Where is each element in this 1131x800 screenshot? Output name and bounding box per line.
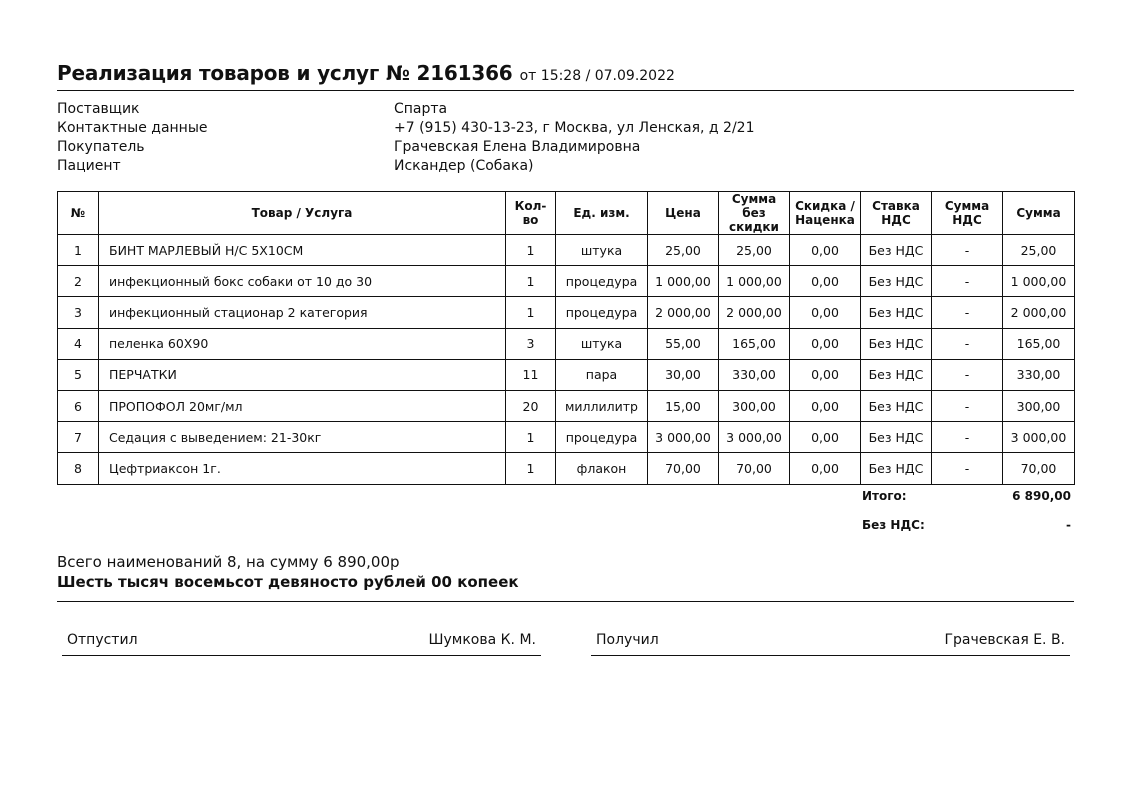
cell-total: 3 000,00 (1003, 422, 1075, 453)
received-signature (591, 632, 1070, 656)
col-header-quantity: Кол-во (506, 192, 556, 235)
cell-discount: 0,00 (790, 328, 861, 359)
cell-price: 30,00 (648, 359, 719, 390)
col-header-vat-rate: Ставка НДС (861, 192, 932, 235)
cell-total: 330,00 (1003, 359, 1075, 390)
cell-discount: 0,00 (790, 422, 861, 453)
cell-number: 4 (58, 328, 99, 359)
table-row (58, 390, 1075, 421)
cell-vat-rate: Без НДС (861, 453, 932, 484)
cell-vat-rate: Без НДС (861, 235, 932, 266)
contacts-value: +7 (915) 430-13-23, г Москва, ул Ленская, д 2/21 (394, 120, 755, 136)
document-header (57, 61, 1074, 91)
cell-quantity: 1 (506, 297, 556, 328)
cell-quantity: 3 (506, 328, 556, 359)
table-row (58, 328, 1075, 359)
cell-item: инфекционный бокс собаки от 10 до 30 (99, 266, 506, 297)
cell-total: 300,00 (1003, 390, 1075, 421)
cell-discount: 0,00 (790, 390, 861, 421)
cell-quantity: 1 (506, 235, 556, 266)
info-row-contacts (57, 119, 1074, 138)
cell-subtotal: 3 000,00 (719, 422, 790, 453)
cell-item: БИНТ МАРЛЕВЫЙ Н/С 5Х10СМ (99, 235, 506, 266)
items-table (57, 191, 1075, 485)
info-row-supplier (57, 100, 1074, 119)
cell-unit: процедура (556, 297, 648, 328)
cell-vat-amount: - (932, 328, 1003, 359)
cell-item: пеленка 60Х90 (99, 328, 506, 359)
cell-quantity: 11 (506, 359, 556, 390)
summary-amount-words: Шесть тысяч восемьсот девяносто рублей 00 копеек (57, 573, 519, 591)
patient-value: Искандер (Собака) (394, 158, 534, 174)
table-row (58, 266, 1075, 297)
cell-item: ПЕРЧАТКИ (99, 359, 506, 390)
cell-unit: процедура (556, 422, 648, 453)
info-block (57, 100, 1074, 176)
cell-unit: штука (556, 328, 648, 359)
cell-price: 3 000,00 (648, 422, 719, 453)
cell-subtotal: 330,00 (719, 359, 790, 390)
cell-number: 7 (58, 422, 99, 453)
cell-number: 6 (58, 390, 99, 421)
cell-item: Цефтриаксон 1г. (99, 453, 506, 484)
col-header-total: Сумма (1003, 192, 1075, 235)
summary-block (57, 552, 1074, 593)
table-row (58, 453, 1075, 484)
cell-vat-amount: - (932, 453, 1003, 484)
col-header-subtotal: Сумма без скидки (719, 192, 790, 235)
cell-unit: пара (556, 359, 648, 390)
cell-quantity: 20 (506, 390, 556, 421)
document-title: Реализация товаров и услуг № 2161366 (57, 61, 513, 85)
summary-count: Всего наименований 8, на сумму 6 890,00р (57, 553, 400, 571)
cell-discount: 0,00 (790, 359, 861, 390)
cell-vat-rate: Без НДС (861, 328, 932, 359)
cell-price: 2 000,00 (648, 297, 719, 328)
col-header-vat-amount: Сумма НДС (932, 192, 1003, 235)
cell-subtotal: 300,00 (719, 390, 790, 421)
cell-number: 2 (58, 266, 99, 297)
cell-vat-amount: - (932, 422, 1003, 453)
vat-total-label: Без НДС: (862, 518, 925, 532)
info-row-patient (57, 157, 1074, 176)
total-label: Итого: (862, 489, 907, 503)
released-signature (62, 632, 541, 656)
cell-vat-amount: - (932, 297, 1003, 328)
released-name: Шумкова К. М. (428, 632, 536, 648)
cell-number: 5 (58, 359, 99, 390)
cell-number: 8 (58, 453, 99, 484)
received-label: Получил (596, 632, 659, 648)
summary-divider (57, 601, 1074, 602)
buyer-value: Грачевская Елена Владимировна (394, 139, 641, 155)
table-row (58, 297, 1075, 328)
cell-price: 70,00 (648, 453, 719, 484)
cell-number: 1 (58, 235, 99, 266)
cell-discount: 0,00 (790, 235, 861, 266)
cell-vat-rate: Без НДС (861, 297, 932, 328)
table-header-row (58, 192, 1075, 235)
cell-price: 15,00 (648, 390, 719, 421)
cell-price: 55,00 (648, 328, 719, 359)
patient-label: Пациент (57, 158, 121, 174)
col-header-number: № (58, 192, 99, 235)
table-row (58, 359, 1075, 390)
cell-total: 165,00 (1003, 328, 1075, 359)
cell-unit: процедура (556, 266, 648, 297)
supplier-label: Поставщик (57, 101, 140, 117)
total-value: 6 890,00 (1012, 489, 1071, 503)
contacts-label: Контактные данные (57, 120, 208, 136)
cell-unit: флакон (556, 453, 648, 484)
cell-vat-rate: Без НДС (861, 266, 932, 297)
cell-subtotal: 2 000,00 (719, 297, 790, 328)
cell-subtotal: 1 000,00 (719, 266, 790, 297)
released-label: Отпустил (67, 632, 138, 648)
cell-discount: 0,00 (790, 297, 861, 328)
cell-unit: миллилитр (556, 390, 648, 421)
cell-vat-amount: - (932, 359, 1003, 390)
cell-item: инфекционный стационар 2 категория (99, 297, 506, 328)
cell-quantity: 1 (506, 422, 556, 453)
cell-price: 1 000,00 (648, 266, 719, 297)
cell-discount: 0,00 (790, 453, 861, 484)
vat-total-value: - (1066, 518, 1071, 532)
table-row (58, 422, 1075, 453)
info-row-buyer (57, 138, 1074, 157)
cell-vat-rate: Без НДС (861, 390, 932, 421)
cell-unit: штука (556, 235, 648, 266)
cell-item: ПРОПОФОЛ 20мг/мл (99, 390, 506, 421)
cell-vat-amount: - (932, 235, 1003, 266)
cell-price: 25,00 (648, 235, 719, 266)
cell-subtotal: 70,00 (719, 453, 790, 484)
cell-vat-amount: - (932, 390, 1003, 421)
col-header-discount: Скидка / Наценка (790, 192, 861, 235)
cell-total: 25,00 (1003, 235, 1075, 266)
cell-vat-rate: Без НДС (861, 422, 932, 453)
cell-item: Седация с выведением: 21-30кг (99, 422, 506, 453)
cell-number: 3 (58, 297, 99, 328)
buyer-label: Покупатель (57, 139, 145, 155)
cell-vat-amount: - (932, 266, 1003, 297)
cell-total: 70,00 (1003, 453, 1075, 484)
col-header-price: Цена (648, 192, 719, 235)
col-header-unit: Ед. изм. (556, 192, 648, 235)
document-date: от 15:28 / 07.09.2022 (519, 68, 675, 84)
cell-vat-rate: Без НДС (861, 359, 932, 390)
cell-subtotal: 25,00 (719, 235, 790, 266)
cell-subtotal: 165,00 (719, 328, 790, 359)
supplier-value: Спарта (394, 101, 448, 117)
cell-quantity: 1 (506, 266, 556, 297)
cell-total: 2 000,00 (1003, 297, 1075, 328)
table-row (58, 235, 1075, 266)
col-header-item: Товар / Услуга (99, 192, 506, 235)
cell-quantity: 1 (506, 453, 556, 484)
cell-discount: 0,00 (790, 266, 861, 297)
cell-total: 1 000,00 (1003, 266, 1075, 297)
received-name: Грачевская Е. В. (944, 632, 1065, 648)
